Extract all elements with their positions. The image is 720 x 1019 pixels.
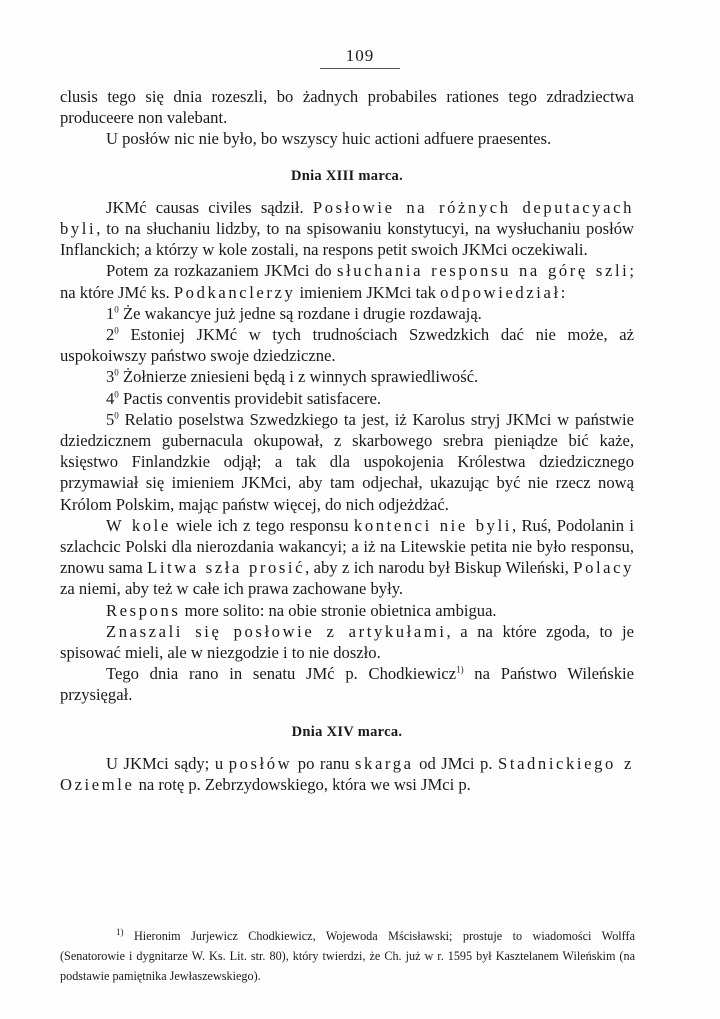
text-span: wiele ich z tego responsu: [170, 515, 354, 535]
text-span: po ranu: [292, 753, 355, 773]
text-span: ; na które JMć ks.: [60, 261, 634, 302]
paragraph-jkmc-causas: [60, 197, 634, 261]
footnote: [60, 926, 635, 986]
list-number: 1: [106, 303, 115, 323]
text-span: od JMci p.: [413, 753, 499, 773]
text-span: JKMć causas civiles sądził.: [106, 197, 313, 217]
spaced-text: W kole: [106, 515, 171, 535]
spaced-text: Podkanclerzy: [173, 282, 296, 302]
text-span: :: [560, 282, 566, 302]
list-item: $2^0$ Estoniej JKMć w tych trudnościach Szwedzkich dać nie może, aż uspokoiwszy państwo swoje dziedziczne.: [60, 325, 634, 366]
list-text: Estoniej JKMć w tych trudnościach Szwedzkich dać nie może, aż uspokoiwszy państwo swoje dziedziczne.: [60, 325, 634, 366]
paragraph-u-jkmci: [60, 753, 634, 795]
page-number-rule: [320, 68, 400, 69]
date-heading-xiii: Dnia XIII marca.: [290, 167, 404, 184]
spaced-text: Posłowie na różnych deputacyach byli: [60, 197, 634, 239]
footnote-number: 1): [116, 926, 124, 937]
spaced-text: Polacy: [573, 558, 635, 578]
spaced-text: kontenci nie byli: [353, 515, 512, 535]
text-span: Tego dnia rano in senatu JMć p. Chodkiewicz: [106, 664, 457, 684]
list-number: 3: [106, 367, 115, 387]
list-number: 5: [106, 409, 115, 429]
spaced-text: słuchania responsu na górę szli: [337, 261, 630, 281]
spaced-text: Stadnickiego z Oziemle: [60, 753, 634, 795]
text-span: more solito: na obie stronie obietnica ambigua.: [180, 600, 497, 620]
paragraph-respons: [60, 600, 634, 621]
list-item: $5^0$ Relatio poselstwa Szwedzkiego ta jest, iż Karolus stryj JKMci w państwie dziedzicznem gubernacula okupował, z skarbowego srebra pieniądze bić każe, księstwo Finlandzkie odjął; a tak dla uspokojenia Królestwa dziedzicznego przymawiał się imieniem JKMci, aby tam odjechał, ukazując być nie rzecz nową Królom Polskim, mając państw więcej, do nich odjeżdżać.: [60, 409, 634, 514]
date-heading-xiv: Dnia XIV marca.: [291, 723, 403, 740]
body-text: [60, 86, 634, 795]
list-item: $3^0$ Żołnierze zniesieni będą i z winnych sprawiedliwość.: [106, 367, 479, 387]
text-span: Potem za rozkazaniem JKMci do: [106, 261, 338, 281]
spaced-text: Znaszali się posłowie z artykułami: [106, 621, 447, 641]
text-span: na rotę p. Zebrzydowskiego, która we wsi JMci p.: [134, 775, 471, 795]
text-span: , Ruś, Podolanin i szlachcic Polski dla nierozdania wakancyi; a iż na Litewskie petita nie było responsu, znowu sama: [60, 515, 634, 578]
list-text: Że wakancye już jedne są rozdane i drugie rozdawają.: [118, 303, 482, 323]
text-span: , aby z ich narodu był Biskup Wileński,: [305, 558, 574, 578]
spaced-text: Litwa szła prosić: [147, 558, 306, 578]
spaced-text: Respons: [106, 600, 181, 620]
paragraph-continuation: clusis tego się dnia rozeszli, bo żadnych probabiles rationes tego zdradziectwa produceere non valebant.: [60, 87, 634, 128]
spaced-text: skarga: [354, 753, 414, 773]
text-span: , to na słuchaniu lidzby, to na spisowaniu konstytucyi, na wysłuchaniu posłów Inflanckich; a którzy w kole zostali, na respons petit swoich JKMci oczekiwali.: [60, 219, 634, 260]
paragraph-w-kole: [60, 515, 634, 600]
text-span: imieniem JKMci tak: [295, 282, 441, 302]
paragraph-posłowie-note: U posłów nic nie było, bo wszyscy huic actioni adfuere praesentes.: [106, 129, 552, 149]
spaced-text: odpowiedział: [440, 282, 561, 302]
list-number: 2: [106, 325, 115, 345]
page-number: 109: [345, 46, 375, 65]
list-text: Żołnierze zniesieni będą i z winnych sprawiedliwość.: [118, 367, 479, 387]
footnotes: [60, 926, 635, 986]
text-span: na Państwo Wileńskie przysięgał.: [60, 664, 634, 705]
paragraph-potem: [60, 260, 634, 302]
paragraph-tego-dnia: [60, 663, 634, 705]
list-text: Relatio poselstwa Szwedzkiego ta jest, iż Karolus stryj JKMci w państwie dziedzicznem gubernacula okupował, z skarbowego srebra pieniądze bić każe, księstwo Finlandzkie odjął; a tak dla uspokojenia Królestwa dziedzicznego przymawiał się imieniem JKMci, aby tam odjechał, ukazując być nie rzecz nową Królom Polskim, mając państw więcej, do nich odjeżdżać.: [60, 409, 634, 514]
spaced-text: posłów: [228, 753, 293, 773]
footnote-text: Hieronim Jurjewicz Chodkiewicz, Wojewoda Mścisławski; prostuje to wiadomości Wolffa (Senatorowie i dygnitarze W. Ks. Lit. str. 80), który twierdzi, że Ch. już w r. 1595 był Kasztelanem Wileńskim (na podstawie pamiętnika Jewłaszewskiego).: [60, 929, 635, 983]
footnote-marker[interactable]: 1): [456, 664, 464, 675]
list-text: Pactis conventis providebit satisfacere.: [118, 388, 381, 408]
text-span: , a na które zgoda, to je spisować mieli, ale w niezgodzie i to nie doszło.: [60, 621, 634, 663]
text-span: za niemi, aby też w całe ich prawa zachowane były.: [60, 579, 404, 599]
list-item: $1^0$ Że wakancye już jedne są rozdane i drugie rozdawają.: [106, 303, 482, 323]
list-number: 4: [106, 388, 115, 408]
paragraph-znaszali: [60, 621, 634, 663]
list-item: $4^0$ Pactis conventis providebit satisfacere.: [106, 388, 381, 408]
text-span: U JKMci sądy; u: [106, 753, 229, 773]
